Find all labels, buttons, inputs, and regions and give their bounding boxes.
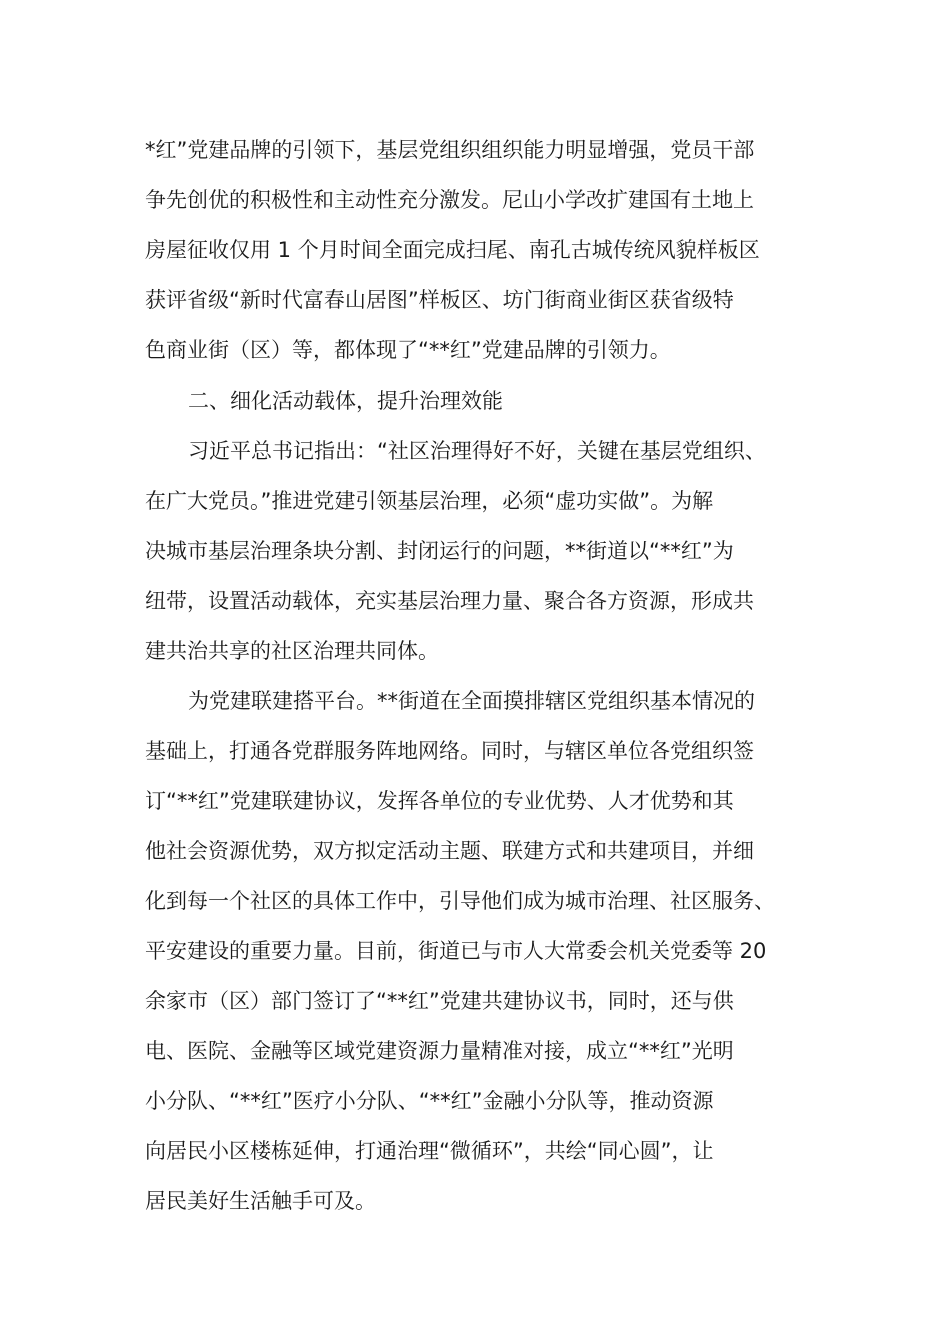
text-line-19: 电、医院、金融等区域党建资源力量精准对接，成立“**红”光明 <box>145 1039 734 1063</box>
text-line-8: 在广大党员。”推进党建引领基层治理，必须“虚功实做”。为解 <box>145 489 714 513</box>
text-line-7: 习近平总书记指出：“社区治理得好不好，关键在基层党组织、 <box>188 439 766 463</box>
text-line-20: 小分队、“**红”医疗小分队、“**红”金融小分队等，推动资源 <box>145 1089 714 1113</box>
text-line-12: 为党建联建搭平台。**街道在全面摸排辖区党组织基本情况的 <box>188 689 755 713</box>
section-heading: 二、细化活动载体，提升治理效能 <box>188 389 503 413</box>
text-line-11: 建共治共享的社区治理共同体。 <box>145 639 439 663</box>
text-line-18: 余家市（区）部门签订了“**红”党建共建协议书，同时，还与供 <box>145 989 734 1013</box>
text-line-14: 订“**红”党建联建协议，发挥各单位的专业优势、人才优势和其 <box>145 789 734 813</box>
text-line-17: 平安建设的重要力量。目前，街道已与市人大常委会机关党委等 20 <box>145 939 767 963</box>
text-line-21: 向居民小区楼栋延伸，打通治理“微循环”，共绘“同心圆”，让 <box>145 1139 714 1163</box>
text-line-16: 化到每一个社区的具体工作中，引导他们成为城市治理、社区服务、 <box>145 889 775 913</box>
text-line-22: 居民美好生活触手可及。 <box>145 1189 376 1213</box>
text-line-5: 色商业街（区）等，都体现了“**红”党建品牌的引领力。 <box>145 338 671 362</box>
text-line-13: 基础上，打通各党群服务阵地网络。同时，与辖区单位各党组织签 <box>145 739 754 763</box>
text-line-10: 纽带，设置活动载体，充实基层治理力量、聚合各方资源，形成共 <box>145 589 754 613</box>
text-line-2: 争先创优的积极性和主动性充分激发。尼山小学改扩建国有土地上 <box>145 188 754 212</box>
text-line-9: 决城市基层治理条块分割、封闭运行的问题，**街道以“**红”为 <box>145 539 734 563</box>
text-line-1: *红”党建品牌的引领下，基层党组织组织能力明显增强，党员干部 <box>145 138 755 162</box>
text-line-4: 获评省级“新时代富春山居图”样板区、坊门街商业街区获省级特 <box>145 288 734 312</box>
text-line-3: 房屋征收仅用 1 个月时间全面完成扫尾、南孔古城传统风貌样板区 <box>145 238 760 262</box>
text-line-15: 他社会资源优势，双方拟定活动主题、联建方式和共建项目，并细 <box>145 839 754 863</box>
